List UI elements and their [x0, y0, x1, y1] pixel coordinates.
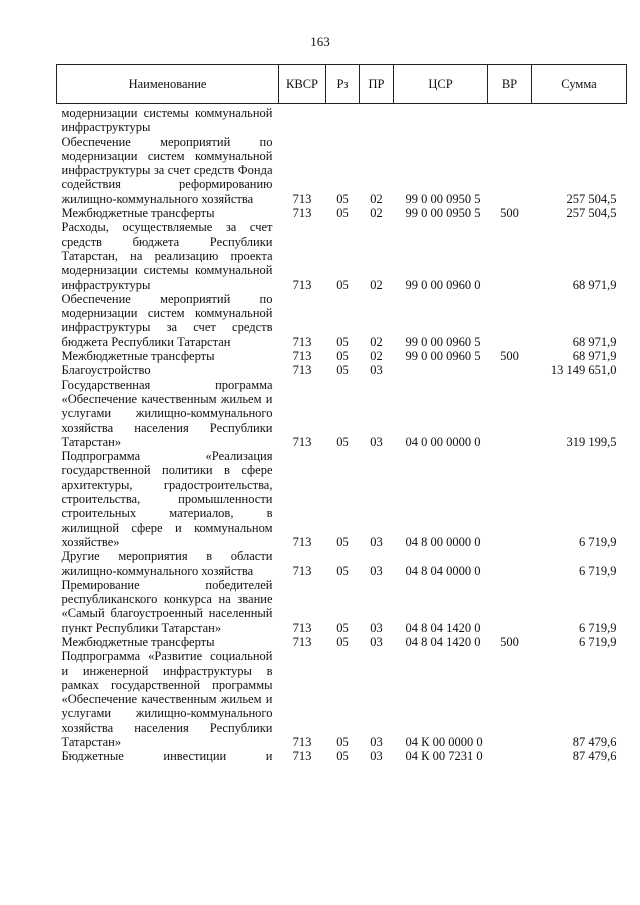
- row-csr: 99 0 00 0960 5: [405, 334, 481, 349]
- row-pr: 03: [370, 563, 383, 578]
- row-csr: 04 0 00 0000 0: [405, 434, 481, 449]
- table-row: [57, 749, 627, 763]
- header-csr: ЦСР: [394, 65, 488, 104]
- row-kvsr: 713: [292, 620, 312, 635]
- row-rz: 05: [336, 749, 349, 764]
- page-number: 163: [310, 34, 330, 49]
- row-name: Межбюджетные трансферты: [61, 349, 215, 364]
- row-sum: 87 479,6: [572, 749, 617, 764]
- row-kvsr: 713: [292, 349, 312, 364]
- row-name: Премирование победителей республиканского конкурса на звание «Самый благоустроенный населенный пункт Республики Татарстан»: [61, 577, 273, 635]
- row-rz: 05: [336, 534, 349, 549]
- row-vr: 500: [500, 349, 519, 364]
- row-vr: [488, 363, 532, 377]
- header-sum: Сумма: [532, 65, 627, 104]
- row-rz: 05: [336, 206, 349, 221]
- row-name: Подпрограмма «Развитие социальной и инженерной инфраструктуры в рамках государственной программы «Обеспечение качественным жильем и услугами жилищно-коммунального хозяйства населения Республики Татарстан»: [61, 649, 273, 750]
- row-csr: [394, 363, 488, 377]
- row-sum: 319 199,5: [566, 434, 617, 449]
- row-vr: [488, 578, 532, 635]
- table-row: [57, 363, 627, 377]
- table-row: [57, 549, 627, 578]
- row-rz: 05: [336, 620, 349, 635]
- table-row: [57, 649, 627, 749]
- table-row: [57, 220, 627, 291]
- row-vr: [488, 135, 532, 206]
- row-csr: 04 8 04 0000 0: [405, 563, 481, 578]
- header-pr: ПР: [360, 65, 394, 104]
- row-name: Межбюджетные трансферты: [61, 634, 215, 649]
- row-name: Расходы, осуществляемые за счет средств бюджета Республики Татарстан, на реализацию проекта модернизации системы коммунальной инфраструктуры: [61, 220, 273, 292]
- row-sum: 6 719,9: [579, 534, 617, 549]
- row-sum: 13 149 651,0: [550, 363, 617, 378]
- row-pr: 03: [370, 434, 383, 449]
- row-kvsr: 713: [292, 735, 312, 750]
- header-vr: ВР: [488, 65, 532, 104]
- table-row: [57, 578, 627, 635]
- row-name: Межбюджетные трансферты: [61, 206, 215, 221]
- row-rz: 05: [336, 349, 349, 364]
- row-rz: 05: [336, 334, 349, 349]
- row-rz: 05: [336, 634, 349, 649]
- row-sum: 257 504,5: [566, 191, 617, 206]
- row-name: Благоустройство: [61, 363, 151, 378]
- table-row: [57, 349, 627, 363]
- row-csr: 99 0 00 0950 5: [405, 191, 481, 206]
- row-kvsr: 713: [292, 634, 312, 649]
- row-pr: 03: [370, 534, 383, 549]
- row-name: Другие мероприятия в области жилищно-коммунального хозяйства: [61, 549, 273, 578]
- row-name: Обеспечение мероприятий по модернизации систем коммунальной инфраструктуры за счет средств бюджета Республики Татарстан: [61, 291, 273, 349]
- table-row: [57, 449, 627, 549]
- row-name: Обеспечение мероприятий по модернизации систем коммунальной инфраструктуры за счет средств Фонда содействия реформированию жилищно-коммунального хозяйства: [61, 134, 273, 206]
- row-pr: 03: [370, 620, 383, 635]
- row-name: Бюджетные инвестиции и: [61, 749, 273, 764]
- row-pr: 03: [370, 749, 383, 764]
- row-kvsr: [279, 104, 326, 135]
- header-kvsr: КВСР: [279, 65, 326, 104]
- row-pr: 02: [370, 191, 383, 206]
- row-sum: 6 719,9: [579, 563, 617, 578]
- row-sum: 68 971,9: [572, 277, 617, 292]
- row-vr: [488, 449, 532, 549]
- row-kvsr: 713: [292, 206, 312, 221]
- row-csr: 99 0 00 0950 5: [405, 206, 481, 221]
- row-kvsr: 713: [292, 434, 312, 449]
- row-rz: 05: [336, 563, 349, 578]
- row-rz: 05: [336, 363, 349, 378]
- row-rz: 05: [336, 277, 349, 292]
- table-row: [57, 135, 627, 206]
- table-row: [57, 292, 627, 349]
- budget-table: [56, 64, 627, 764]
- row-pr: 02: [370, 334, 383, 349]
- row-kvsr: 713: [292, 277, 312, 292]
- row-csr: 04 8 04 1420 0: [405, 634, 481, 649]
- table-row: [57, 635, 627, 649]
- row-sum: 257 504,5: [566, 206, 617, 221]
- row-name: модернизации системы коммунальной инфраструктуры: [61, 106, 273, 135]
- row-sum: 6 719,9: [579, 634, 617, 649]
- row-vr: [488, 549, 532, 578]
- row-vr: [488, 292, 532, 349]
- row-kvsr: 713: [292, 363, 312, 378]
- row-sum: 68 971,9: [572, 334, 617, 349]
- row-sum: 68 971,9: [572, 349, 617, 364]
- row-sum: 87 479,6: [572, 735, 617, 750]
- row-name: Подпрограмма «Реализация государственной политики в сфере архитектуры, градостроительства, строительства, промышленности строительных материалов, в жилищной сфере и коммунальном хозяйстве»: [61, 449, 273, 549]
- row-pr: 02: [370, 277, 383, 292]
- row-sum: [532, 104, 627, 135]
- row-kvsr: 713: [292, 534, 312, 549]
- row-csr: 04 8 00 0000 0: [405, 534, 481, 549]
- row-rz: 05: [336, 191, 349, 206]
- table-row: [57, 206, 627, 220]
- row-pr: 02: [370, 206, 383, 221]
- row-vr: [488, 649, 532, 749]
- row-kvsr: 713: [292, 334, 312, 349]
- row-csr: 04 К 00 0000 0: [405, 735, 483, 750]
- row-pr: [360, 104, 394, 135]
- row-vr: [488, 104, 532, 135]
- row-csr: 04 8 04 1420 0: [405, 620, 481, 635]
- row-vr: 500: [500, 206, 519, 221]
- row-pr: 03: [370, 634, 383, 649]
- row-csr: 99 0 00 0960 0: [405, 277, 481, 292]
- table-header-row: [57, 65, 627, 104]
- row-vr: [488, 749, 532, 763]
- row-rz: 05: [336, 735, 349, 750]
- row-vr: [488, 378, 532, 449]
- table-row: [57, 104, 627, 135]
- row-sum: 6 719,9: [579, 620, 617, 635]
- row-csr: [394, 104, 488, 135]
- row-kvsr: 713: [292, 191, 312, 206]
- row-vr: [488, 220, 532, 291]
- row-kvsr: 713: [292, 749, 312, 764]
- header-name: Наименование: [57, 65, 279, 104]
- table-row: [57, 378, 627, 449]
- row-rz: 05: [336, 434, 349, 449]
- row-pr: 02: [370, 349, 383, 364]
- row-csr: 99 0 00 0960 5: [405, 349, 481, 364]
- row-pr: 03: [370, 735, 383, 750]
- row-name: Государственная программа «Обеспечение качественным жильем и услугами жилищно-коммунального хозяйства населения Республики Татарстан»: [61, 377, 273, 449]
- row-pr: 03: [370, 363, 383, 378]
- row-rz: [326, 104, 360, 135]
- header-rz: Рз: [326, 65, 360, 104]
- row-vr: 500: [500, 634, 519, 649]
- row-kvsr: 713: [292, 563, 312, 578]
- row-csr: 04 К 00 7231 0: [405, 749, 483, 764]
